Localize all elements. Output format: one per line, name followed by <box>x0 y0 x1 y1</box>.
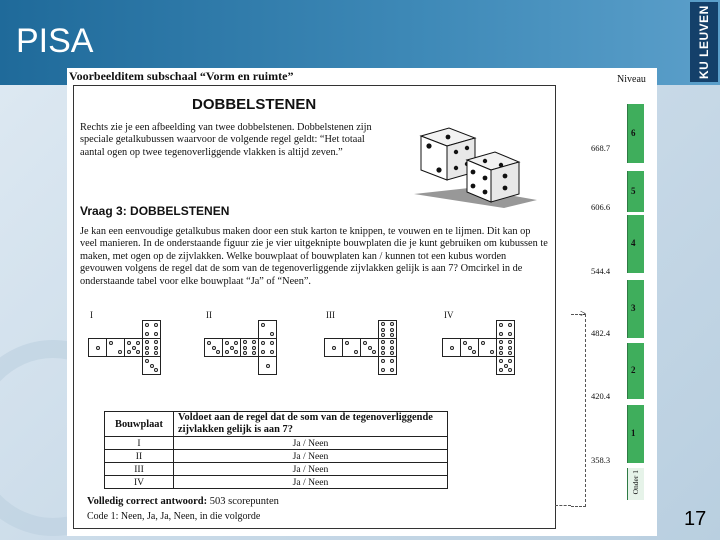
net-face <box>204 338 223 357</box>
pip <box>252 340 256 344</box>
pip <box>450 346 454 350</box>
pip <box>499 340 503 344</box>
score-boundary: 420.4 <box>591 391 611 401</box>
pip <box>243 351 247 355</box>
pip <box>261 323 265 327</box>
answer-cell[interactable]: Ja / Neen <box>174 463 448 476</box>
net-label: IV <box>444 310 454 320</box>
pip <box>499 332 503 336</box>
pip <box>270 332 274 336</box>
pip <box>127 341 131 345</box>
net-face <box>324 338 343 357</box>
net-face <box>142 356 161 375</box>
net-face <box>342 338 361 357</box>
score-boundary: 668.7 <box>591 143 611 153</box>
level-label: 5 <box>631 186 636 196</box>
net-face <box>222 338 241 357</box>
scale-level-6 <box>627 104 644 163</box>
dice-net-4 <box>442 310 534 380</box>
scale-level-4 <box>627 215 644 273</box>
net-face <box>258 320 277 339</box>
column-header-rule: Voldoet aan de regel dat de som van de tegenoverliggende zijvlakken gelijk is aan 7? <box>174 412 448 437</box>
plate-cell: IV <box>105 476 174 489</box>
pip <box>127 350 131 354</box>
net-face <box>258 338 277 357</box>
net-label: I <box>90 310 93 320</box>
pip <box>270 341 274 345</box>
pip <box>145 340 149 344</box>
pip <box>354 350 358 354</box>
net-face <box>258 356 277 375</box>
pip <box>499 323 503 327</box>
pip <box>243 340 247 344</box>
pip <box>381 359 385 363</box>
pip <box>508 359 512 363</box>
pip <box>154 346 158 350</box>
pip <box>230 346 234 350</box>
pip <box>363 341 367 345</box>
pip <box>472 350 476 354</box>
question-title: Vraag 3: DOBBELSTENEN <box>80 204 230 218</box>
table-row <box>105 476 448 489</box>
dice-net-1 <box>88 310 180 380</box>
pip <box>390 346 394 350</box>
net-face <box>496 338 515 357</box>
page-number: 17 <box>684 508 707 530</box>
pip <box>508 340 512 344</box>
net-face <box>442 338 461 357</box>
net-face <box>378 356 397 375</box>
pip <box>508 351 512 355</box>
net-label: II <box>206 310 212 320</box>
table-row <box>105 463 448 476</box>
item-box <box>73 85 556 529</box>
pip <box>96 346 100 350</box>
pip <box>390 351 394 355</box>
net-face <box>142 338 161 357</box>
pip <box>145 332 149 336</box>
answer-cell[interactable]: Ja / Neen <box>174 476 448 489</box>
level-label: 1 <box>631 428 636 438</box>
question-text: Je kan een eenvoudige getalkubus maken door een stuk karton te knippen, te vouwen en te lijmen. Dit kan op veel manieren. In de onderstaande figuur zie je vier uitgeknipte bouwplaten die je kunt gebruiken om kubussen te maken, met ogen op de zijvlakken. Welke bouwplaat of bouwplaten kan / kunnen tot een kubus worden gevouwen volgens de regel dat de som van de tegenoverliggende zijvlakken gelijk is aan 7? Omcirkel in de onderstaande tabel voor elke bouwplaat “Ja” of “Neen”. <box>80 226 548 287</box>
pip <box>145 346 149 350</box>
pip <box>225 341 229 345</box>
pip <box>381 328 385 332</box>
pip <box>234 341 238 345</box>
answer-table <box>104 411 448 489</box>
pip <box>390 328 394 332</box>
pip <box>381 322 385 326</box>
net-face <box>496 320 515 339</box>
pip <box>508 368 512 372</box>
pip <box>252 351 256 355</box>
pip <box>118 350 122 354</box>
table-row <box>105 450 448 463</box>
pip <box>390 359 394 363</box>
pip <box>390 333 394 337</box>
intro-text: Rechts zie je een afbeelding van twee dobbelstenen. Dobbelstenen zijn speciale getalkubussen waarvoor de volgende regel geldt: “Het totaal aantal ogen op twee tegenoverliggende vlakken is altijd zeven.” <box>80 122 372 158</box>
dice-illustration <box>409 124 539 210</box>
pip <box>212 346 216 350</box>
pip <box>225 350 229 354</box>
pip <box>145 359 149 363</box>
net-face <box>496 356 515 375</box>
pip <box>490 350 494 354</box>
pip <box>154 351 158 355</box>
pip <box>154 323 158 327</box>
level-pointer-tail <box>555 505 571 506</box>
pip <box>132 346 136 350</box>
pip <box>150 364 154 368</box>
pip <box>154 332 158 336</box>
pip <box>499 351 503 355</box>
score-boundary: 358.3 <box>591 455 611 465</box>
pip <box>390 340 394 344</box>
pip <box>499 368 503 372</box>
pip <box>109 341 113 345</box>
net-face <box>460 338 479 357</box>
dice-net-3 <box>324 310 416 380</box>
pip <box>508 323 512 327</box>
pip <box>372 350 376 354</box>
scale-level-2 <box>627 343 644 399</box>
net-face <box>124 338 143 357</box>
pip <box>216 350 220 354</box>
pip <box>499 359 503 363</box>
pip <box>261 350 265 354</box>
pip <box>154 340 158 344</box>
pip <box>390 322 394 326</box>
pip <box>234 350 238 354</box>
pip <box>499 346 503 350</box>
dice-net-2 <box>204 310 296 380</box>
pip <box>463 341 467 345</box>
scale-level-Onder 1 <box>627 468 644 500</box>
pip <box>154 368 158 372</box>
scale-level-5 <box>627 171 644 212</box>
pip <box>508 346 512 350</box>
score-boundary: 544.4 <box>591 266 611 276</box>
pip <box>261 341 265 345</box>
pip <box>481 341 485 345</box>
level-pointer-arrow: > <box>580 308 587 320</box>
correct-answer <box>87 496 279 507</box>
ku-leuven-logo: KU LEUVEN <box>690 2 718 82</box>
scale-level-3 <box>627 280 644 338</box>
item-title: DOBBELSTENEN <box>192 96 317 113</box>
net-face <box>88 338 107 357</box>
pip <box>136 341 140 345</box>
answer-label: Volledig correct antwoord: <box>87 496 208 507</box>
column-header-plate: Bouwplaat <box>105 412 174 437</box>
score-boundary: 482.4 <box>591 328 611 338</box>
answer-cell[interactable]: Ja / Neen <box>174 450 448 463</box>
pip <box>508 332 512 336</box>
pip <box>468 346 472 350</box>
answer-points: 503 scorepunten <box>209 496 279 507</box>
level-label: 6 <box>631 128 636 138</box>
plate-cell: I <box>105 437 174 450</box>
pip <box>390 368 394 372</box>
pip <box>266 364 270 368</box>
plate-cell: III <box>105 463 174 476</box>
net-face <box>360 338 379 357</box>
net-face <box>378 338 397 357</box>
pip <box>381 368 385 372</box>
answer-code: Code 1: Neen, Ja, Ja, Neen, in die volgorde <box>87 511 261 522</box>
pip <box>145 323 149 327</box>
pip <box>207 341 211 345</box>
document-heading: Voorbeelditem subschaal “Vorm en ruimte” <box>69 69 294 83</box>
slide-title: PISA <box>16 22 94 60</box>
level-label: 2 <box>631 365 636 375</box>
plate-cell: II <box>105 450 174 463</box>
net-label: III <box>326 310 335 320</box>
pip <box>368 346 372 350</box>
level-label: 3 <box>631 303 636 313</box>
pip <box>332 346 336 350</box>
pip <box>345 341 349 345</box>
pip <box>270 350 274 354</box>
scale-level-1 <box>627 405 644 463</box>
scale-label: Niveau <box>617 74 646 85</box>
pip <box>381 340 385 344</box>
net-face <box>240 338 259 357</box>
level-pointer-line <box>571 314 586 507</box>
net-face <box>378 320 397 339</box>
pip <box>381 333 385 337</box>
score-boundary: 606.6 <box>591 202 611 212</box>
net-face <box>478 338 497 357</box>
net-face <box>106 338 125 357</box>
pip <box>381 351 385 355</box>
pip <box>381 346 385 350</box>
pip <box>252 346 256 350</box>
pip <box>145 351 149 355</box>
scanned-document <box>67 68 657 536</box>
level-label: Onder 1 <box>631 470 640 495</box>
level-label: 4 <box>631 238 636 248</box>
table-row <box>105 437 448 450</box>
net-face <box>142 320 161 339</box>
pip <box>504 364 508 368</box>
pip <box>136 350 140 354</box>
answer-cell[interactable]: Ja / Neen <box>174 437 448 450</box>
pip <box>243 346 247 350</box>
